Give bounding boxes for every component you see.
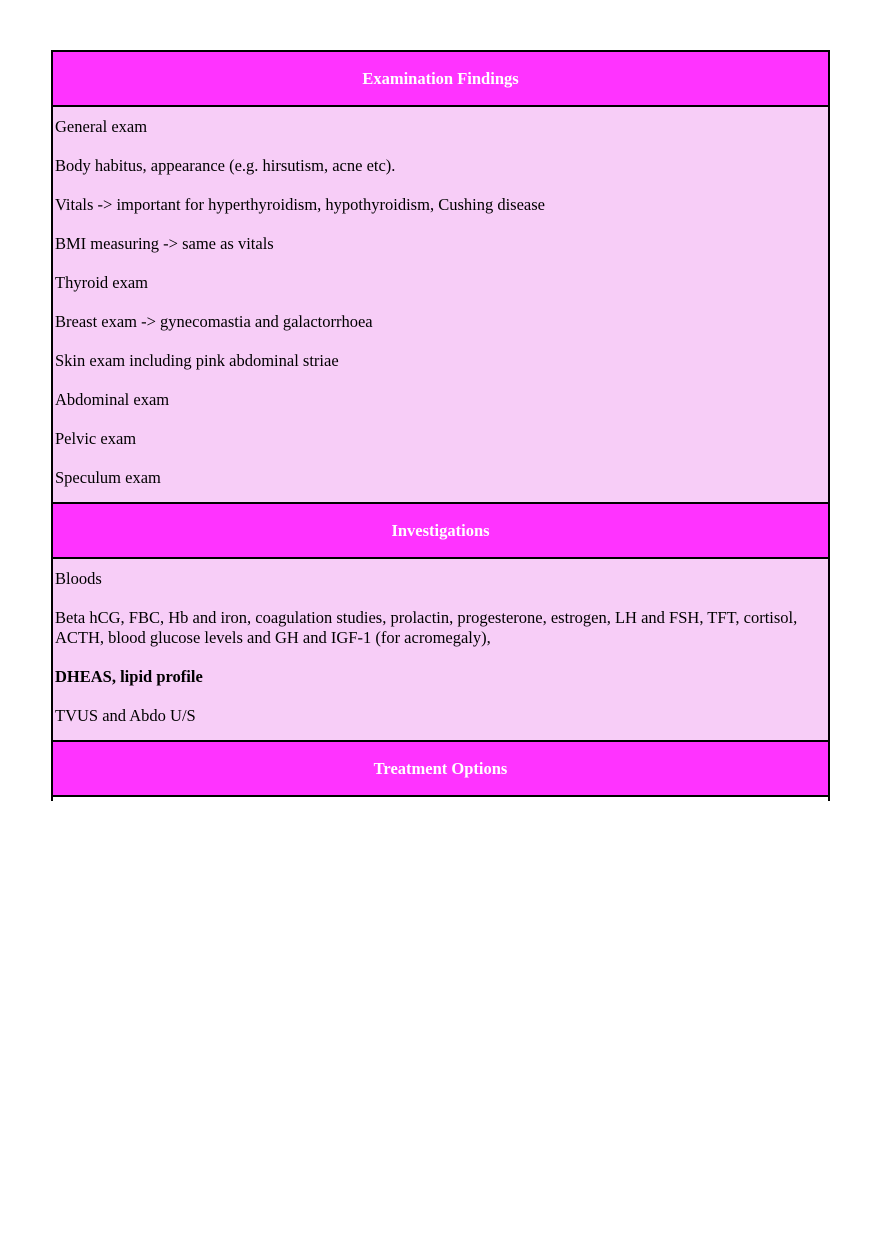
section-header-treatment: Treatment Options [53, 742, 828, 797]
list-item: Skin exam including pink abdominal striae [55, 351, 339, 370]
list-item: TVUS and Abdo U/S [55, 706, 196, 725]
list-item: Beta hCG, FBC, Hb and iron, coagulation studies, prolactin, progesterone, estrogen, LH and FSH, TFT, cortisol, ACTH, blood glucose levels and GH and IGF-1 (for acromegaly), [55, 608, 798, 647]
section-header-examination: Examination Findings [53, 52, 828, 107]
list-item: Breast exam -> gynecomastia and galactorrhoea [55, 312, 373, 331]
findings-table [51, 50, 830, 801]
list-item: Thyroid exam [55, 273, 149, 292]
list-item: Abdominal exam [55, 390, 170, 409]
list-item: Pelvic exam [55, 429, 137, 448]
list-item: Body habitus, appearance (e.g. hirsutism, acne etc). [55, 156, 396, 175]
section-body-examination [53, 107, 828, 504]
section-body-treatment [53, 797, 828, 801]
list-item: General exam [55, 117, 148, 136]
list-item: Vitals -> important for hyperthyroidism, hypothyroidism, Cushing disease [55, 195, 545, 214]
list-item: BMI measuring -> same as vitals [55, 234, 274, 253]
list-item-bold: DHEAS, lipid profile [55, 667, 203, 686]
section-header-investigations: Investigations [53, 504, 828, 559]
list-item: Bloods [55, 569, 102, 588]
list-item: Speculum exam [55, 468, 161, 487]
section-body-investigations [53, 559, 828, 742]
